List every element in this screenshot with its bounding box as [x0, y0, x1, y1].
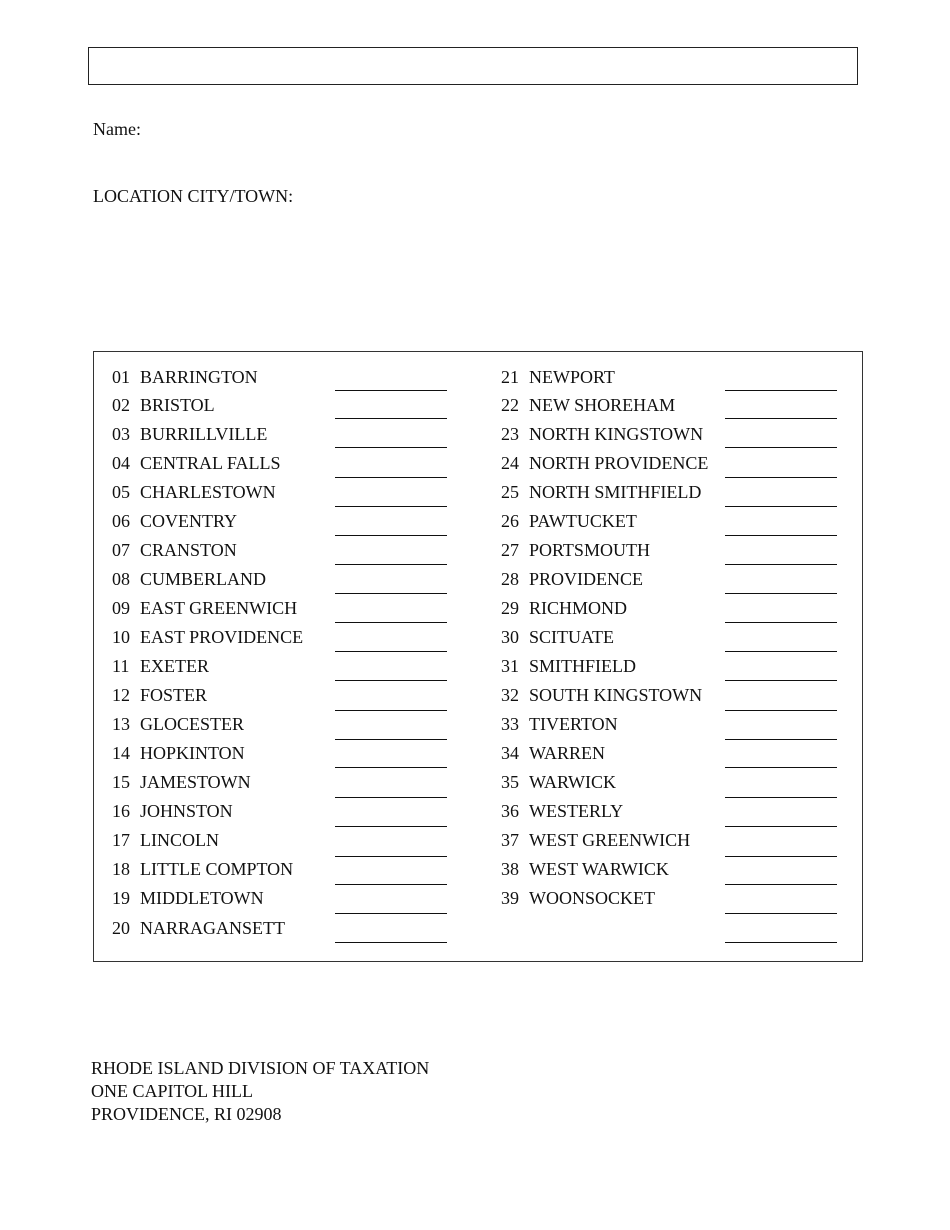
town-number: 06	[112, 511, 130, 531]
town-number: 27	[501, 540, 519, 560]
town-row	[501, 825, 690, 855]
town-row	[112, 506, 237, 536]
entry-line[interactable]	[335, 564, 447, 565]
town-row	[501, 564, 643, 594]
entry-line[interactable]	[725, 447, 837, 448]
entry-line[interactable]	[335, 710, 447, 711]
town-row	[112, 796, 233, 826]
town-name: WESTERLY	[529, 801, 624, 821]
town-row	[112, 883, 264, 913]
town-name: WEST WARWICK	[529, 859, 669, 879]
town-name: WEST GREENWICH	[529, 830, 691, 850]
town-number: 35	[501, 772, 519, 792]
town-name: NORTH PROVIDENCE	[529, 453, 709, 473]
address-block	[91, 1057, 429, 1126]
entry-line[interactable]	[725, 593, 837, 594]
town-number: 09	[112, 598, 130, 618]
town-name: PAWTUCKET	[529, 511, 637, 531]
town-row	[112, 362, 258, 392]
town-name: GLOCESTER	[140, 714, 245, 734]
town-name: NORTH KINGSTOWN	[529, 424, 704, 444]
entry-line[interactable]	[725, 942, 837, 943]
town-name: NEWPORT	[529, 367, 615, 387]
town-list-box	[93, 351, 863, 962]
entry-line[interactable]	[335, 680, 447, 681]
town-number: 34	[501, 743, 519, 763]
location-label: LOCATION CITY/TOWN:	[93, 186, 294, 206]
entry-line[interactable]	[335, 390, 447, 391]
entry-line[interactable]	[335, 651, 447, 652]
town-row	[112, 651, 209, 681]
town-name: COVENTRY	[140, 511, 238, 531]
town-number: 30	[501, 627, 519, 647]
entry-line[interactable]	[725, 884, 837, 885]
town-number: 23	[501, 424, 519, 444]
entry-line[interactable]	[725, 767, 837, 768]
address-line-3: PROVIDENCE, RI 02908	[91, 1104, 282, 1124]
town-name: HOPKINTON	[140, 743, 245, 763]
town-row	[112, 854, 293, 884]
town-number: 14	[112, 743, 130, 763]
town-row	[112, 913, 285, 943]
entry-line[interactable]	[335, 447, 447, 448]
entry-line[interactable]	[725, 797, 837, 798]
town-row	[112, 738, 245, 768]
entry-line[interactable]	[725, 913, 837, 914]
town-number: 31	[501, 656, 519, 676]
town-name: FOSTER	[140, 685, 208, 705]
entry-line[interactable]	[335, 913, 447, 914]
town-row	[501, 535, 650, 565]
town-name: EAST GREENWICH	[140, 598, 298, 618]
town-row	[501, 767, 616, 797]
entry-line[interactable]	[335, 477, 447, 478]
town-row	[112, 825, 219, 855]
town-name: CRANSTON	[140, 540, 237, 560]
town-name: PROVIDENCE	[529, 569, 644, 589]
town-name: SMITHFIELD	[529, 656, 636, 676]
town-row	[501, 796, 623, 826]
town-number: 17	[112, 830, 130, 850]
town-row	[501, 390, 675, 420]
entry-line[interactable]	[335, 767, 447, 768]
address-line-2: ONE CAPITOL HILL	[91, 1081, 253, 1101]
town-row	[501, 738, 605, 768]
town-number: 12	[112, 685, 130, 705]
town-number: 05	[112, 482, 130, 502]
entry-line[interactable]	[725, 651, 837, 652]
town-number: 22	[501, 395, 519, 415]
town-number: 11	[112, 656, 130, 676]
town-name: WARREN	[529, 743, 605, 763]
town-row	[501, 680, 702, 710]
town-name: WARWICK	[529, 772, 616, 792]
town-name: JAMESTOWN	[140, 772, 251, 792]
entry-line[interactable]	[335, 535, 447, 536]
town-number: 16	[112, 801, 130, 821]
entry-line[interactable]	[335, 593, 447, 594]
town-row	[112, 680, 207, 710]
town-name: SOUTH KINGSTOWN	[529, 685, 703, 705]
town-number: 07	[112, 540, 130, 560]
entry-line[interactable]	[725, 535, 837, 536]
entry-line[interactable]	[725, 390, 837, 391]
town-number: 26	[501, 511, 519, 531]
entry-line[interactable]	[335, 622, 447, 623]
town-number: 24	[501, 453, 519, 473]
town-number: 29	[501, 598, 519, 618]
town-name: CENTRAL FALLS	[140, 453, 281, 473]
town-name: MIDDLETOWN	[140, 888, 264, 908]
town-name: EAST PROVIDENCE	[140, 627, 304, 647]
entry-line[interactable]	[725, 826, 837, 827]
town-row	[501, 622, 614, 652]
town-name: NARRAGANSETT	[140, 918, 286, 938]
town-name: LINCOLN	[140, 830, 219, 850]
town-number: 37	[501, 830, 519, 850]
town-number: 28	[501, 569, 519, 589]
town-number: 03	[112, 424, 130, 444]
entry-line[interactable]	[335, 418, 447, 419]
entry-line[interactable]	[725, 680, 837, 681]
town-row	[112, 535, 237, 565]
town-name: NORTH SMITHFIELD	[529, 482, 702, 502]
town-number: 13	[112, 714, 130, 734]
entry-line[interactable]	[725, 710, 837, 711]
entry-line[interactable]	[335, 942, 447, 943]
entry-line[interactable]	[335, 797, 447, 798]
town-name: RICHMOND	[529, 598, 628, 618]
town-name: EXETER	[140, 656, 209, 676]
town-name: BARRINGTON	[140, 367, 258, 387]
town-row	[501, 448, 708, 478]
town-row	[112, 390, 215, 420]
town-row	[112, 419, 267, 449]
town-name: CHARLESTOWN	[140, 482, 276, 502]
town-name: BURRILLVILLE	[140, 424, 268, 444]
town-number: 04	[112, 453, 130, 473]
town-number: 38	[501, 859, 519, 879]
town-row	[501, 709, 618, 739]
form-header-box	[88, 47, 858, 85]
town-number: 33	[501, 714, 519, 734]
town-row	[501, 477, 701, 507]
address-line-1: RHODE ISLAND DIVISION OF TAXATION	[91, 1058, 430, 1078]
entry-line[interactable]	[725, 856, 837, 857]
town-name: PORTSMOUTH	[529, 540, 650, 560]
entry-line[interactable]	[725, 418, 837, 419]
town-number: 02	[112, 395, 130, 415]
town-row	[501, 651, 636, 681]
town-row	[501, 593, 627, 623]
town-number: 25	[501, 482, 519, 502]
town-number: 18	[112, 859, 130, 879]
town-name: TIVERTON	[529, 714, 618, 734]
town-name: WOONSOCKET	[529, 888, 655, 908]
entry-line[interactable]	[725, 739, 837, 740]
town-row	[112, 564, 266, 594]
entry-line[interactable]	[335, 856, 447, 857]
town-row	[501, 506, 637, 536]
town-number: 19	[112, 888, 130, 908]
town-number: 32	[501, 685, 519, 705]
entry-line[interactable]	[725, 564, 837, 565]
town-row	[112, 593, 297, 623]
town-name: JOHNSTON	[140, 801, 233, 821]
entry-line[interactable]	[335, 506, 447, 507]
town-row	[112, 767, 251, 797]
entry-line[interactable]	[725, 506, 837, 507]
town-name: LITTLE COMPTON	[140, 859, 294, 879]
entry-line[interactable]	[725, 622, 837, 623]
town-row	[501, 419, 703, 449]
town-number: 01	[112, 367, 130, 387]
town-number: 08	[112, 569, 130, 589]
town-number: 36	[501, 801, 519, 821]
entry-line[interactable]	[335, 826, 447, 827]
town-row	[112, 709, 244, 739]
town-row	[112, 477, 276, 507]
town-number: 21	[501, 367, 519, 387]
town-row	[112, 448, 281, 478]
town-number: 39	[501, 888, 519, 908]
town-name: SCITUATE	[529, 627, 614, 647]
entry-line[interactable]	[335, 884, 447, 885]
town-row	[501, 883, 655, 913]
name-label: Name:	[93, 119, 141, 139]
town-number: 10	[112, 627, 130, 647]
town-name: BRISTOL	[140, 395, 215, 415]
town-name: CUMBERLAND	[140, 569, 267, 589]
town-row	[501, 362, 615, 392]
town-number: 20	[112, 918, 130, 938]
town-row	[112, 622, 303, 652]
entry-line[interactable]	[725, 477, 837, 478]
town-row	[501, 854, 669, 884]
town-name: NEW SHOREHAM	[529, 395, 676, 415]
entry-line[interactable]	[335, 739, 447, 740]
town-number: 15	[112, 772, 130, 792]
